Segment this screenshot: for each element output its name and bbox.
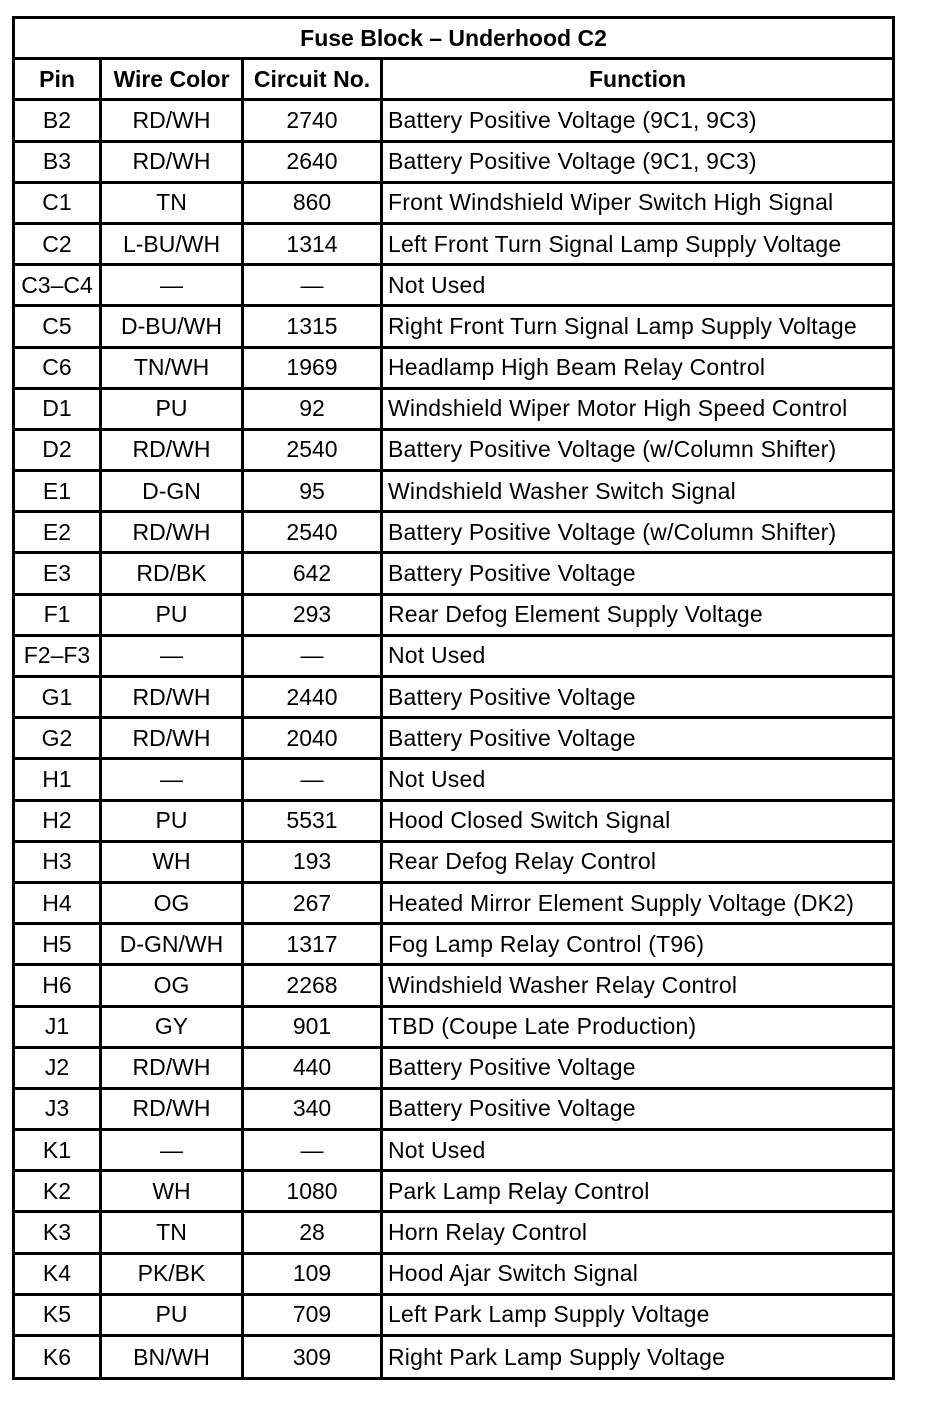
function-cell: Battery Positive Voltage (w/Column Shifter) (383, 431, 892, 472)
function-cell: Battery Positive Voltage (9C1, 9C3) (383, 101, 892, 142)
table-row (15, 884, 892, 925)
circuit-no-cell: 642 (244, 554, 383, 595)
pin-cell: J1 (15, 1008, 102, 1049)
table-row (15, 843, 892, 884)
header-pin: Pin (15, 60, 102, 101)
circuit-no-cell: 901 (244, 1008, 383, 1049)
wire-color-cell: PU (102, 596, 244, 637)
pin-cell: K6 (15, 1337, 102, 1378)
wire-color-cell: RD/WH (102, 101, 244, 142)
function-cell: Right Front Turn Signal Lamp Supply Voltage (383, 307, 892, 348)
wire-color-cell: D-GN (102, 472, 244, 513)
circuit-no-cell: 2540 (244, 513, 383, 554)
function-cell: Battery Positive Voltage (383, 554, 892, 595)
pin-cell: G2 (15, 719, 102, 760)
pin-cell: J2 (15, 1049, 102, 1090)
pin-cell: K5 (15, 1296, 102, 1337)
pin-cell: B2 (15, 101, 102, 142)
wire-color-cell: — (102, 266, 244, 307)
pin-cell: D2 (15, 431, 102, 472)
pin-cell: C3–C4 (15, 266, 102, 307)
wire-color-cell: PU (102, 802, 244, 843)
wire-color-cell: RD/WH (102, 719, 244, 760)
table-row (15, 101, 892, 142)
pin-cell: J3 (15, 1090, 102, 1131)
pin-cell: D1 (15, 390, 102, 431)
function-cell: Not Used (383, 637, 892, 678)
circuit-no-cell: 5531 (244, 802, 383, 843)
function-cell: Battery Positive Voltage (383, 1090, 892, 1131)
wire-color-cell: OG (102, 884, 244, 925)
function-cell: Right Park Lamp Supply Voltage (388, 1344, 726, 1371)
wire-color-cell: RD/WH (102, 1049, 244, 1090)
wire-color-cell: TN (102, 1213, 244, 1254)
table-row (15, 1008, 892, 1049)
circuit-no-cell: 2540 (244, 431, 383, 472)
circuit-no-cell: 2740 (244, 101, 383, 142)
function-cell: Not Used (383, 266, 892, 307)
table-row (15, 472, 892, 513)
table-row (15, 554, 892, 595)
table-row (15, 966, 892, 1007)
title-row (15, 19, 892, 60)
pin-cell: C6 (15, 349, 102, 390)
function-cell: Battery Positive Voltage (w/Column Shifter) (383, 513, 892, 554)
wire-color-cell: D-BU/WH (102, 307, 244, 348)
table-row (15, 760, 892, 801)
function-cell: Not Used (383, 760, 892, 801)
table-row (15, 307, 892, 348)
pin-cell: C1 (15, 184, 102, 225)
pin-cell: H2 (15, 802, 102, 843)
table-row (15, 513, 892, 554)
circuit-no-cell: 92 (244, 390, 383, 431)
table-row (15, 349, 892, 390)
function-cell: Not Used (383, 1131, 892, 1172)
table-row (15, 719, 892, 760)
header-function: Function (383, 60, 892, 101)
wire-color-cell: RD/WH (102, 1090, 244, 1131)
function-cell: Rear Defog Relay Control (383, 843, 892, 884)
function-cell: Left Front Turn Signal Lamp Supply Voltage (383, 225, 892, 266)
function-cell: Front Windshield Wiper Switch High Signal (383, 184, 892, 225)
pin-cell: B3 (15, 143, 102, 184)
circuit-no-cell: 109 (244, 1255, 383, 1296)
wire-color-cell: D-GN/WH (102, 925, 244, 966)
wire-color-cell: PK/BK (102, 1255, 244, 1296)
wire-color-cell: OG (102, 966, 244, 1007)
circuit-no-cell: — (244, 266, 383, 307)
circuit-no-cell: 293 (244, 596, 383, 637)
function-cell: Heated Mirror Element Supply Voltage (DK2) (383, 884, 892, 925)
circuit-no-cell: 1314 (244, 225, 383, 266)
function-cell: Hood Closed Switch Signal (383, 802, 892, 843)
function-cell: Hood Ajar Switch Signal (383, 1255, 892, 1296)
circuit-no-cell: 1080 (244, 1172, 383, 1213)
circuit-no-cell: 309 (244, 1337, 383, 1378)
table-row (15, 390, 892, 431)
circuit-no-cell: 95 (244, 472, 383, 513)
pin-cell: K3 (15, 1213, 102, 1254)
wire-color-cell: L-BU/WH (102, 225, 244, 266)
pin-cell: G1 (15, 678, 102, 719)
wire-color-cell: RD/WH (102, 431, 244, 472)
function-cell: Battery Positive Voltage (383, 719, 892, 760)
table-row (15, 1255, 892, 1296)
circuit-no-cell: 1317 (244, 925, 383, 966)
circuit-no-cell: 28 (244, 1213, 383, 1254)
function-cell: Windshield Washer Relay Control (383, 966, 892, 1007)
table-row (15, 184, 892, 225)
pin-cell: H3 (15, 843, 102, 884)
function-cell: Rear Defog Element Supply Voltage (383, 596, 892, 637)
function-cell: Fog Lamp Relay Control (T96) (383, 925, 892, 966)
table-row (15, 1296, 892, 1337)
wire-color-cell: TN/WH (102, 349, 244, 390)
circuit-no-cell: 860 (244, 184, 383, 225)
wire-color-cell: — (102, 760, 244, 801)
wire-color-cell: RD/BK (102, 554, 244, 595)
function-cell: Park Lamp Relay Control (383, 1172, 892, 1213)
table-row (15, 1131, 892, 1172)
wire-color-cell: — (102, 637, 244, 678)
wire-color-cell: PU (102, 1296, 244, 1337)
table-row (15, 925, 892, 966)
pin-cell: C5 (15, 307, 102, 348)
circuit-no-cell: 709 (244, 1296, 383, 1337)
circuit-no-cell: 1969 (244, 349, 383, 390)
wire-color-cell: RD/WH (102, 513, 244, 554)
function-cell: Windshield Washer Switch Signal (383, 472, 892, 513)
pin-cell: E1 (15, 472, 102, 513)
circuit-no-cell: 1315 (244, 307, 383, 348)
table-row (15, 637, 892, 678)
fuse-block-table (15, 19, 892, 1378)
pin-cell: H5 (15, 925, 102, 966)
circuit-no-cell: 440 (244, 1049, 383, 1090)
function-cell: Horn Relay Control (383, 1213, 892, 1254)
table-row (15, 1172, 892, 1213)
circuit-no-cell: 2268 (244, 966, 383, 1007)
pin-cell: K2 (15, 1172, 102, 1213)
pin-cell: H6 (15, 966, 102, 1007)
wire-color-cell: PU (102, 390, 244, 431)
header-circuit-no: Circuit No. (244, 60, 383, 101)
circuit-no-cell: 193 (244, 843, 383, 884)
circuit-no-cell: 2040 (244, 719, 383, 760)
header-wire-color: Wire Color (102, 60, 244, 101)
table-row (15, 1337, 892, 1378)
table-title: Fuse Block – Underhood C2 (15, 19, 892, 60)
circuit-no-cell: — (244, 1131, 383, 1172)
header-row (15, 60, 892, 101)
function-cell: Windshield Wiper Motor High Speed Control (383, 390, 892, 431)
function-cell: TBD (Coupe Late Production) (383, 1008, 892, 1049)
function-cell: Left Park Lamp Supply Voltage (383, 1296, 892, 1337)
circuit-no-cell: 2440 (244, 678, 383, 719)
pin-cell: H1 (15, 760, 102, 801)
pin-cell: F1 (15, 596, 102, 637)
table-row (15, 1090, 892, 1131)
circuit-no-cell: — (244, 760, 383, 801)
table-row (15, 1213, 892, 1254)
pin-cell: C2 (15, 225, 102, 266)
function-cell: Battery Positive Voltage (383, 678, 892, 719)
wire-color-cell: BN/WH (102, 1337, 244, 1378)
pin-cell: E3 (15, 554, 102, 595)
table-row (15, 1049, 892, 1090)
wire-color-cell: WH (102, 1172, 244, 1213)
pin-cell: F2–F3 (15, 637, 102, 678)
table-body (15, 101, 892, 1378)
table-row (15, 678, 892, 719)
pin-cell: K4 (15, 1255, 102, 1296)
function-cell: Headlamp High Beam Relay Control (383, 349, 892, 390)
circuit-no-cell: 2640 (244, 143, 383, 184)
pin-cell: K1 (15, 1131, 102, 1172)
wire-color-cell: — (102, 1131, 244, 1172)
circuit-no-cell: — (244, 637, 383, 678)
circuit-no-cell: 267 (244, 884, 383, 925)
wire-color-cell: RD/WH (102, 678, 244, 719)
pin-cell: E2 (15, 513, 102, 554)
function-cell: Battery Positive Voltage (383, 1049, 892, 1090)
table-row (15, 266, 892, 307)
circuit-no-cell: 340 (244, 1090, 383, 1131)
function-cell: Battery Positive Voltage (9C1, 9C3) (383, 143, 892, 184)
table-row (15, 143, 892, 184)
table-row (15, 431, 892, 472)
table-row (15, 225, 892, 266)
wire-color-cell: RD/WH (102, 143, 244, 184)
table-row (15, 596, 892, 637)
wire-color-cell: GY (102, 1008, 244, 1049)
wire-color-cell: TN (102, 184, 244, 225)
pin-cell: H4 (15, 884, 102, 925)
table-row (15, 802, 892, 843)
wire-color-cell: WH (102, 843, 244, 884)
